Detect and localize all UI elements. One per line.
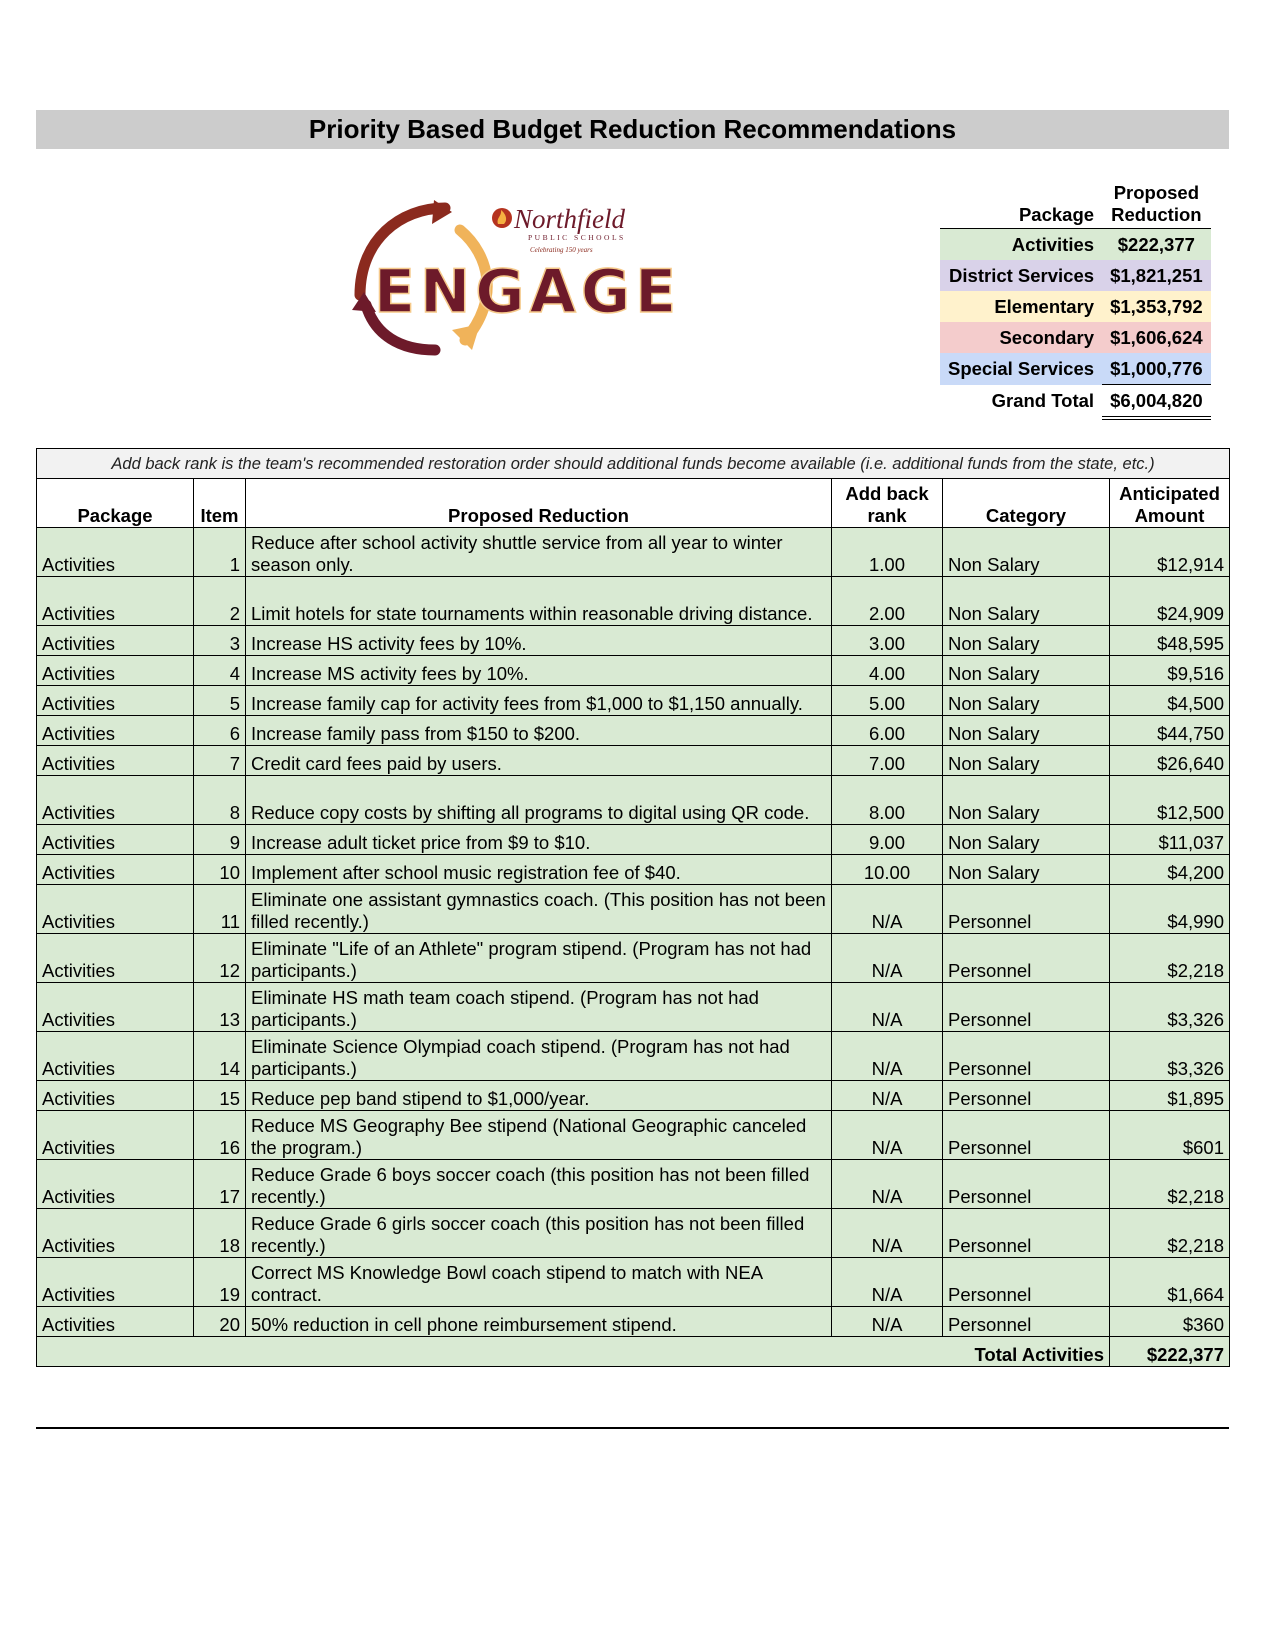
- summary-package: Elementary: [994, 295, 1095, 317]
- brand-name: Northfield: [514, 204, 626, 234]
- table-row: [37, 1081, 1230, 1111]
- cell-rank: 3.00: [832, 626, 943, 656]
- cell-category: Non Salary: [943, 686, 1110, 716]
- cell-rank: N/A: [832, 885, 943, 934]
- cell-reduction: 50% reduction in cell phone reimbursement stipend.: [246, 1307, 832, 1337]
- cell-amount: $1,895: [1110, 1081, 1230, 1111]
- cell-amount: $601: [1110, 1111, 1230, 1160]
- cell-item: 18: [194, 1209, 246, 1258]
- cell-reduction: Increase MS activity fees by 10%.: [246, 656, 832, 686]
- cell-rank: 9.00: [832, 825, 943, 855]
- cell-category: Personnel: [943, 934, 1110, 983]
- cell-item: 6: [194, 716, 246, 746]
- cell-item: 19: [194, 1258, 246, 1307]
- cell-rank: 7.00: [832, 746, 943, 776]
- cell-package: Activities: [37, 825, 194, 855]
- cell-item: 5: [194, 686, 246, 716]
- cell-package: Activities: [37, 934, 194, 983]
- summary-amount: $1,606,624: [1110, 326, 1203, 348]
- grand-total-label: Grand Total: [991, 390, 1095, 412]
- reduction-table: [36, 448, 1230, 1367]
- table-row: [37, 885, 1230, 934]
- cell-category: Personnel: [943, 983, 1110, 1032]
- cell-category: Personnel: [943, 1209, 1110, 1258]
- cell-rank: N/A: [832, 1160, 943, 1209]
- cell-amount: $9,516: [1110, 656, 1230, 686]
- brand-tagline: Celebrating 150 years: [530, 246, 593, 254]
- summary-amount: $222,377: [1117, 233, 1195, 255]
- col-header-reduction: Proposed Reduction: [246, 479, 832, 528]
- cell-rank: N/A: [832, 1032, 943, 1081]
- cell-package: Activities: [37, 1111, 194, 1160]
- page-title: Priority Based Budget Reduction Recommendations: [308, 114, 957, 144]
- cell-package: Activities: [37, 656, 194, 686]
- cell-reduction: Reduce after school activity shuttle service from all year to winter season only.: [246, 528, 832, 577]
- col-header-category: Category: [943, 479, 1110, 528]
- cell-category: Non Salary: [943, 855, 1110, 885]
- table-row: [37, 1209, 1230, 1258]
- cell-package: Activities: [37, 577, 194, 626]
- table-row: [37, 746, 1230, 776]
- cell-item: 11: [194, 885, 246, 934]
- cell-category: Non Salary: [943, 776, 1110, 825]
- cell-rank: 1.00: [832, 528, 943, 577]
- table-row: [37, 855, 1230, 885]
- cell-package: Activities: [37, 983, 194, 1032]
- cell-rank: N/A: [832, 983, 943, 1032]
- cell-category: Non Salary: [943, 528, 1110, 577]
- cell-item: 12: [194, 934, 246, 983]
- cell-reduction: Increase HS activity fees by 10%.: [246, 626, 832, 656]
- cell-package: Activities: [37, 776, 194, 825]
- cell-package: Activities: [37, 1032, 194, 1081]
- cell-rank: N/A: [832, 1307, 943, 1337]
- cell-package: Activities: [37, 1081, 194, 1111]
- cell-reduction: Increase adult ticket price from $9 to $10.: [246, 825, 832, 855]
- total-activities-label: Total Activities: [37, 1337, 1110, 1367]
- grand-total-amount: $6,004,820: [1102, 385, 1211, 419]
- summary-package: Secondary: [999, 326, 1095, 348]
- table-row: [37, 528, 1230, 577]
- title-bar: [36, 110, 1229, 149]
- summary-amount: $1,821,251: [1110, 264, 1203, 286]
- total-activities-amount: $222,377: [1110, 1337, 1230, 1367]
- cell-category: Personnel: [943, 1160, 1110, 1209]
- cell-amount: $4,200: [1110, 855, 1230, 885]
- cell-amount: $4,990: [1110, 885, 1230, 934]
- cell-item: 9: [194, 825, 246, 855]
- cell-amount: $4,500: [1110, 686, 1230, 716]
- cell-category: Personnel: [943, 1258, 1110, 1307]
- cell-item: 8: [194, 776, 246, 825]
- col-header-rank: Add back rank: [832, 479, 943, 528]
- arrow-right-head-icon: [452, 324, 480, 350]
- cell-category: Non Salary: [943, 716, 1110, 746]
- cell-amount: $3,326: [1110, 1032, 1230, 1081]
- cell-rank: 2.00: [832, 577, 943, 626]
- cell-rank: N/A: [832, 1111, 943, 1160]
- summary-header-package: Package: [940, 182, 1102, 229]
- cell-reduction: Eliminate "Life of an Athlete" program stipend. (Program has not had participants.): [246, 934, 832, 983]
- summary-package: District Services: [949, 264, 1095, 286]
- cell-amount: $360: [1110, 1307, 1230, 1337]
- cell-reduction: Increase family pass from $150 to $200.: [246, 716, 832, 746]
- table-row: [37, 686, 1230, 716]
- cell-package: Activities: [37, 626, 194, 656]
- cell-reduction: Reduce copy costs by shifting all programs to digital using QR code.: [246, 776, 832, 825]
- cell-category: Personnel: [943, 1307, 1110, 1337]
- table-row: [37, 776, 1230, 825]
- cell-item: 1: [194, 528, 246, 577]
- cell-item: 16: [194, 1111, 246, 1160]
- cell-category: Non Salary: [943, 656, 1110, 686]
- summary-row: [940, 291, 1211, 322]
- summary-row: [940, 260, 1211, 291]
- table-row: [37, 1258, 1230, 1307]
- cell-category: Non Salary: [943, 626, 1110, 656]
- cell-category: Personnel: [943, 1032, 1110, 1081]
- cell-rank: N/A: [832, 1258, 943, 1307]
- cell-reduction: Reduce pep band stipend to $1,000/year.: [246, 1081, 832, 1111]
- table-row: [37, 626, 1230, 656]
- col-header-package: Package: [37, 479, 194, 528]
- cell-rank: N/A: [832, 1081, 943, 1111]
- cell-reduction: Correct MS Knowledge Bowl coach stipend to match with NEA contract.: [246, 1258, 832, 1307]
- cell-item: 17: [194, 1160, 246, 1209]
- cell-item: 20: [194, 1307, 246, 1337]
- cell-item: 10: [194, 855, 246, 885]
- cell-rank: 5.00: [832, 686, 943, 716]
- cell-package: Activities: [37, 855, 194, 885]
- summary-amount: $1,000,776: [1110, 357, 1203, 379]
- cell-item: 15: [194, 1081, 246, 1111]
- cell-amount: $2,218: [1110, 1209, 1230, 1258]
- cell-amount: $2,218: [1110, 934, 1230, 983]
- brand-subtitle: PUBLIC SCHOOLS: [528, 233, 626, 242]
- cell-amount: $11,037: [1110, 825, 1230, 855]
- cell-rank: 8.00: [832, 776, 943, 825]
- col-header-amount: Anticipated Amount: [1110, 479, 1230, 528]
- cell-amount: $26,640: [1110, 746, 1230, 776]
- wordmark: ENGAGE: [374, 257, 682, 327]
- cell-amount: $44,750: [1110, 716, 1230, 746]
- cell-category: Non Salary: [943, 577, 1110, 626]
- bottom-divider: [36, 1427, 1229, 1429]
- cell-rank: 6.00: [832, 716, 943, 746]
- cell-amount: $24,909: [1110, 577, 1230, 626]
- cell-package: Activities: [37, 528, 194, 577]
- cell-reduction: Credit card fees paid by users.: [246, 746, 832, 776]
- cell-amount: $12,500: [1110, 776, 1230, 825]
- package-summary-table: [940, 182, 1211, 420]
- cell-package: Activities: [37, 1160, 194, 1209]
- table-row: [37, 577, 1230, 626]
- engage-logo: [330, 200, 720, 385]
- cell-item: 13: [194, 983, 246, 1032]
- cell-category: Personnel: [943, 885, 1110, 934]
- cell-amount: $2,218: [1110, 1160, 1230, 1209]
- cell-reduction: Increase family cap for activity fees from $1,000 to $1,150 annually.: [246, 686, 832, 716]
- cell-item: 7: [194, 746, 246, 776]
- cell-category: Personnel: [943, 1111, 1110, 1160]
- cell-amount: $1,664: [1110, 1258, 1230, 1307]
- cell-reduction: Reduce MS Geography Bee stipend (National Geographic canceled the program.): [246, 1111, 832, 1160]
- summary-row: [940, 229, 1211, 261]
- cell-package: Activities: [37, 746, 194, 776]
- table-row: [37, 1111, 1230, 1160]
- cell-item: 3: [194, 626, 246, 656]
- table-row: [37, 983, 1230, 1032]
- cell-package: Activities: [37, 1209, 194, 1258]
- cell-reduction: Eliminate one assistant gymnastics coach. (This position has not been filled recently.): [246, 885, 832, 934]
- table-row: [37, 716, 1230, 746]
- cell-reduction: Eliminate HS math team coach stipend. (Program has not had participants.): [246, 983, 832, 1032]
- summary-package: Special Services: [948, 357, 1095, 379]
- cell-rank: N/A: [832, 1209, 943, 1258]
- cell-rank: 10.00: [832, 855, 943, 885]
- cell-package: Activities: [37, 885, 194, 934]
- cell-rank: N/A: [832, 934, 943, 983]
- cell-amount: $12,914: [1110, 528, 1230, 577]
- cell-reduction: Reduce Grade 6 girls soccer coach (this position has not been filled recently.): [246, 1209, 832, 1258]
- table-row: [37, 1307, 1230, 1337]
- cell-category: Non Salary: [943, 825, 1110, 855]
- add-back-note: Add back rank is the team's recommended restoration order should additional funds become available (i.e. additional funds from the state, etc.): [37, 449, 1230, 479]
- table-row: [37, 1032, 1230, 1081]
- cell-reduction: Implement after school music registration fee of $40.: [246, 855, 832, 885]
- summary-package: Activities: [1011, 233, 1095, 255]
- cell-item: 2: [194, 577, 246, 626]
- cell-package: Activities: [37, 1258, 194, 1307]
- cell-reduction: Reduce Grade 6 boys soccer coach (this position has not been filled recently.): [246, 1160, 832, 1209]
- cell-category: Personnel: [943, 1081, 1110, 1111]
- cell-item: 14: [194, 1032, 246, 1081]
- cell-package: Activities: [37, 686, 194, 716]
- cell-reduction: Limit hotels for state tournaments within reasonable driving distance.: [246, 577, 832, 626]
- cell-reduction: Eliminate Science Olympiad coach stipend. (Program has not had participants.): [246, 1032, 832, 1081]
- cell-category: Non Salary: [943, 746, 1110, 776]
- summary-row: [940, 322, 1211, 353]
- cell-package: Activities: [37, 716, 194, 746]
- table-row: [37, 1160, 1230, 1209]
- col-header-item: Item: [194, 479, 246, 528]
- table-row: [37, 934, 1230, 983]
- table-row: [37, 656, 1230, 686]
- summary-header-reduction: Proposed Reduction: [1102, 182, 1211, 229]
- summary-amount: $1,353,792: [1110, 295, 1203, 317]
- cell-item: 4: [194, 656, 246, 686]
- cell-amount: $3,326: [1110, 983, 1230, 1032]
- summary-row: [940, 353, 1211, 385]
- cell-package: Activities: [37, 1307, 194, 1337]
- table-row: [37, 825, 1230, 855]
- cell-amount: $48,595: [1110, 626, 1230, 656]
- cell-rank: 4.00: [832, 656, 943, 686]
